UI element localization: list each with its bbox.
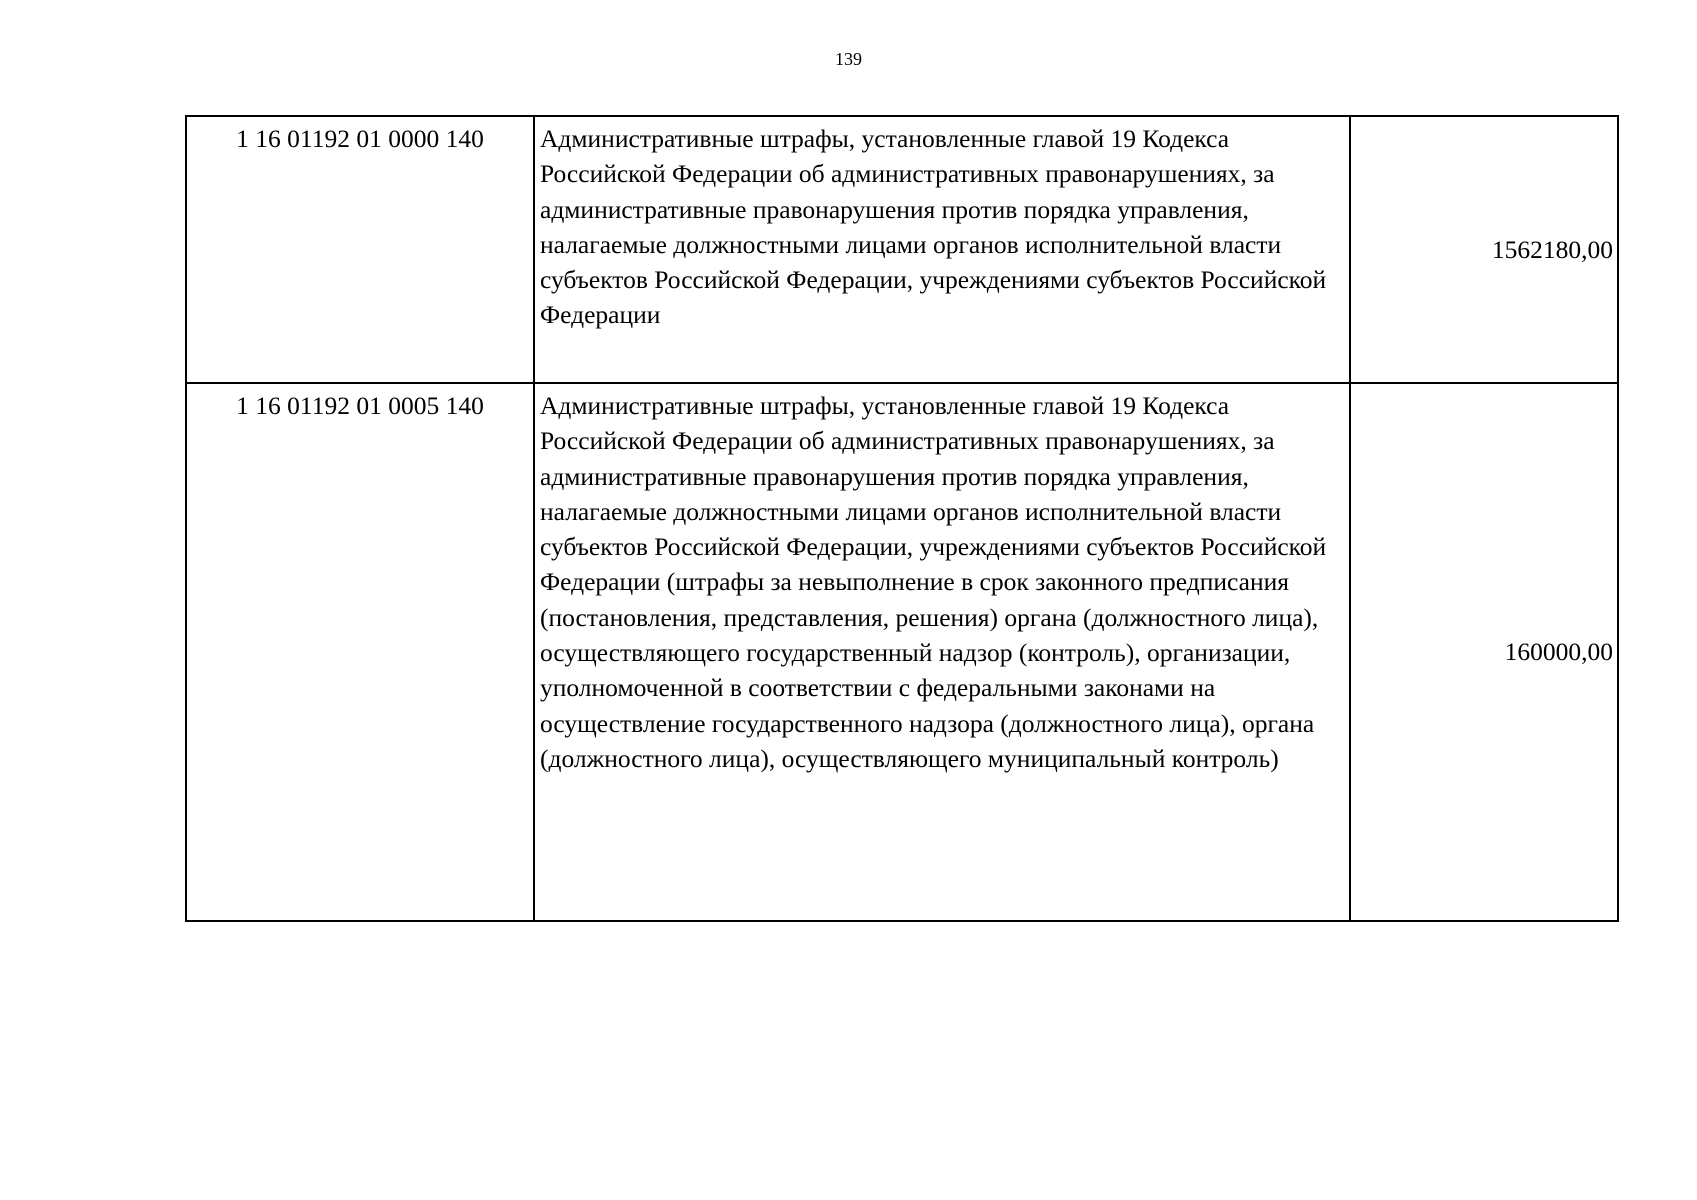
revenue-description: Административные штрафы, установленные главой 19 Кодекса Российской Федерации об административных правонарушениях, за административные правонарушения против порядка управления, налагаемые должностными лицами органов исполнительной власти субъектов Российской Федерации, учреждениями субъектов Российской Федерации (штрафы за невыполнение в срок законного предписания (постановления, представления, решения) органа (должностного лица), осуществляющего государственный надзор (контроль), организации, уполномоченной в соответствии с федеральными законами на осуществление государственного надзора (должностного лица), органа (должностного лица), осуществляющего муниципальный контроль) [534,383,1350,921]
revenue-amount: 1562180,00 [1350,116,1618,383]
revenue-description: Административные штрафы, установленные главой 19 Кодекса Российской Федерации об административных правонарушениях, за административные правонарушения против порядка управления, налагаемые должностными лицами органов исполнительной власти субъектов Российской Федерации, учреждениями субъектов Российской Федерации [534,116,1350,383]
budget-classification-code: 1 16 01192 01 0000 140 [186,116,534,383]
page-number: 139 [835,49,862,69]
table-row [186,383,1618,921]
revenue-amount: 160000,00 [1350,383,1618,921]
table-row [186,116,1618,383]
budget-revenue-table [185,115,1619,922]
budget-classification-code: 1 16 01192 01 0005 140 [186,383,534,921]
